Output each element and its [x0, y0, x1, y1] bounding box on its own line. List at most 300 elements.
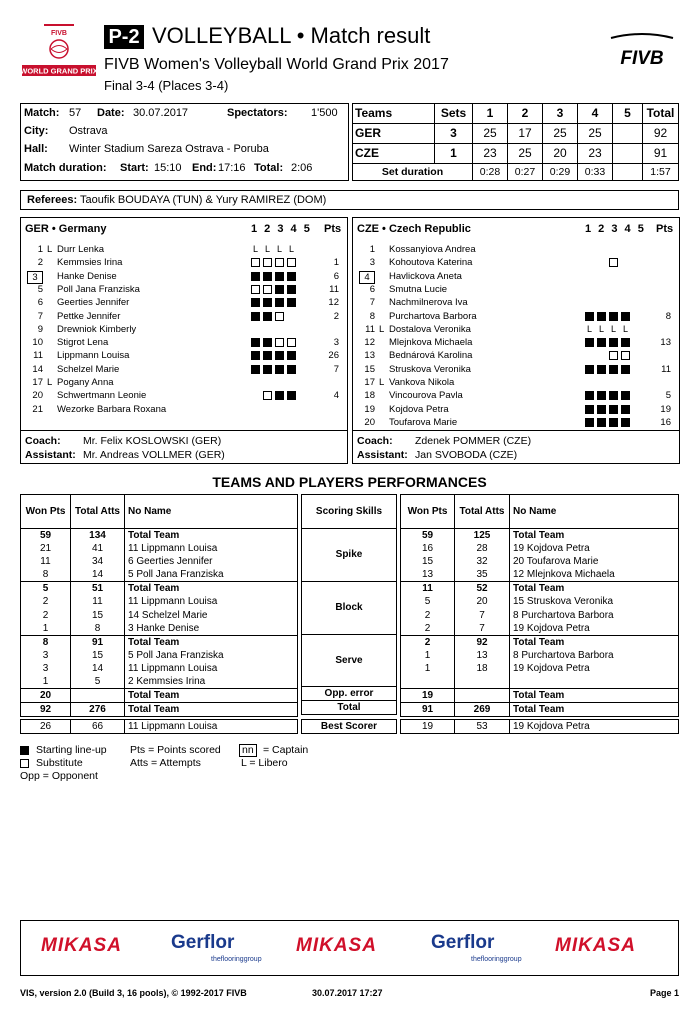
perf-row: [21, 622, 298, 636]
footer-page: Page 1: [649, 988, 679, 998]
city-label: City:: [24, 125, 49, 137]
substitute-square-icon: [287, 258, 296, 267]
best-atts: 53: [455, 720, 510, 734]
total-atts: 125: [455, 529, 510, 543]
player-row: [21, 256, 347, 269]
player-name: Poll Jana Franziska: [57, 283, 140, 295]
substitute-square-icon: [621, 351, 630, 360]
set-participation: [251, 298, 299, 307]
set-duration: [613, 163, 643, 180]
player-number: 11: [365, 323, 375, 335]
starting-square-icon: [621, 338, 630, 347]
best-won: 19: [421, 721, 434, 732]
starting-square-icon: [585, 391, 594, 400]
player-points: 7: [333, 363, 339, 375]
perf-row: [21, 595, 298, 608]
doc-code: P-2: [104, 25, 144, 49]
player-number: 20: [364, 416, 375, 428]
player-name: Wezorke Barbara Roxana: [57, 403, 167, 415]
set-score: 25: [578, 123, 613, 143]
starting-square-icon: [597, 418, 606, 427]
perf-row: [401, 529, 679, 543]
player-name: Total Team: [125, 529, 298, 543]
hdr-set5: 5: [613, 104, 643, 124]
hall-label: Hall:: [24, 143, 48, 155]
libero-mark: L: [264, 244, 270, 254]
substitute-square-icon: [609, 258, 618, 267]
substitute-square-icon: [263, 285, 272, 294]
player-name: Total Team: [510, 635, 679, 649]
won-pts: 11: [40, 556, 51, 568]
assistant-label: Assistant:: [25, 449, 76, 461]
best-won: 26: [39, 721, 52, 732]
perf-skills: [301, 494, 397, 715]
player-name: 5 Poll Jana Franziska: [125, 649, 298, 662]
won-pts: 2: [401, 635, 455, 649]
won-pts: 21: [39, 543, 52, 555]
set-score: 25: [543, 123, 578, 143]
won-pts: 59: [401, 529, 455, 543]
player-points: 6: [333, 270, 339, 282]
player-points: 11: [661, 363, 671, 375]
perf-row: [21, 675, 298, 689]
set-participation: [585, 405, 633, 414]
perf-row: [21, 555, 298, 568]
divider: [353, 430, 679, 431]
player-name: Total Team: [510, 529, 679, 543]
starting-square-icon: [585, 312, 594, 321]
player-name: Total Team: [125, 689, 298, 703]
player-number: 1: [37, 244, 43, 255]
skill-name: Spike: [302, 529, 397, 582]
perf-row: [401, 595, 679, 608]
set-duration: 0:27: [508, 163, 543, 180]
total-atts: [71, 689, 125, 703]
player-number: 7: [369, 297, 375, 309]
player-row: [353, 389, 679, 402]
player-name: Bednárová Karolina: [389, 350, 473, 362]
player-name: Drewniok Kimberly: [57, 323, 137, 335]
won-pts: 8: [42, 569, 49, 581]
perf-row: [401, 649, 679, 662]
gerflor-logo: Gerflor: [171, 932, 235, 953]
total-atts: 134: [71, 529, 125, 543]
hdr-set4: 4: [578, 104, 613, 124]
total-atts: [455, 688, 510, 702]
perf-row: [21, 689, 298, 703]
hdr-won-pts: Won Pts: [407, 505, 448, 517]
sets-won: 3: [435, 123, 473, 143]
perf-row: [21, 582, 298, 596]
legend-captain: = Captain: [263, 744, 309, 756]
substitute-square-icon: [275, 338, 284, 347]
total-atts: 35: [455, 568, 510, 582]
player-row: [21, 389, 347, 402]
player-number: 3: [369, 257, 375, 269]
hdr-won-pts: Won Pts: [25, 505, 66, 517]
player-name: 2 Kemmsies Irina: [125, 675, 298, 689]
libero-mark: L: [610, 323, 616, 334]
player-row: [21, 270, 347, 283]
player-name: Havlickova Aneta: [389, 270, 462, 282]
player-points: 8: [665, 310, 671, 322]
total-atts: 91: [71, 635, 125, 649]
sets-won: 1: [435, 143, 473, 163]
set-score: 25: [473, 123, 508, 143]
won-pts: 11: [401, 582, 455, 596]
hall-value: Winter Stadium Sareza Ostrava - Poruba: [69, 143, 269, 155]
player-name: 5 Poll Jana Franziska: [125, 568, 298, 582]
set-score: 20: [543, 143, 578, 163]
fivb-logo-text: FIVB: [620, 48, 664, 69]
spectators-value: 1'500: [311, 107, 338, 119]
date-label: Date:: [97, 107, 125, 119]
player-name: Total Team: [510, 688, 679, 702]
player-row: [21, 403, 347, 416]
page-title: VOLLEYBALL • Match result: [152, 23, 431, 48]
starting-square-icon: [287, 351, 296, 360]
player-number: 10: [32, 337, 43, 349]
legend-substitute: Substitute: [36, 757, 83, 769]
perf-row: [21, 568, 298, 582]
starting-square-icon: [263, 312, 272, 321]
starting-square-icon: [287, 298, 296, 307]
hdr-set2: 2: [508, 104, 543, 124]
total-atts: 5: [71, 675, 125, 689]
player-name: Hanke Denise: [57, 270, 117, 282]
perf-row: [21, 635, 298, 649]
perf-row: [401, 702, 679, 716]
won-pts: 19: [401, 688, 455, 702]
total-atts: 276: [71, 703, 125, 717]
total-atts: [455, 675, 510, 688]
libero-mark: L: [276, 244, 282, 254]
set-score: [613, 123, 643, 143]
starting-square-icon: [621, 391, 630, 400]
total-atts: 7: [455, 622, 510, 636]
perf-row: [401, 542, 679, 555]
player-name: Kossanyiova Andrea: [389, 244, 476, 255]
libero-mark: L: [47, 244, 53, 255]
player-number: 21: [32, 403, 43, 415]
won-pts: 1: [424, 649, 431, 661]
total-atts: 8: [71, 622, 125, 636]
libero-mark: L: [379, 323, 385, 335]
sets-row-cze: [353, 143, 679, 163]
substitute-square-icon: [609, 351, 618, 360]
set-cell: [585, 351, 594, 360]
player-name: Nachmilnerova Iva: [389, 297, 468, 309]
set-participation: [251, 365, 299, 374]
player-name: Pogany Anna: [57, 377, 114, 388]
player-name: Schelzel Marie: [57, 363, 120, 375]
player-name: Purchartova Barbora: [389, 310, 477, 322]
player-name: 3 Hanke Denise: [125, 622, 298, 636]
match-date: 30.07.2017: [133, 107, 189, 119]
coach-label: Coach:: [357, 435, 393, 447]
starting-square-icon: [597, 405, 606, 414]
hdr-sets: Sets: [435, 104, 473, 124]
sets-score-table: [352, 103, 679, 181]
match-label: Match:: [24, 107, 60, 119]
total-atts: 20: [455, 595, 510, 608]
starting-square-icon: [263, 338, 272, 347]
won-pts: 2: [42, 609, 49, 621]
set-score: [613, 143, 643, 163]
mikasa-logo: MIKASA: [41, 935, 122, 956]
starting-square-icon: [287, 391, 296, 400]
legend-atts: Atts = Attempts: [130, 757, 201, 769]
substitute-square-icon: [251, 285, 260, 294]
player-row: [21, 310, 347, 323]
perf-header-row: [401, 495, 679, 529]
player-name: 6 Geerties Jennifer: [125, 555, 298, 568]
player-row: [353, 310, 679, 323]
player-row: [21, 323, 347, 336]
roster-pts-header: Pts: [324, 223, 342, 235]
player-row: [21, 363, 347, 376]
won-pts: 1: [42, 622, 49, 634]
player-points: 4: [333, 390, 339, 402]
starting-square-icon: [585, 338, 594, 347]
starting-square-icon: [621, 418, 630, 427]
set-duration-label: Set duration: [353, 163, 473, 180]
hdr-set1: 1: [473, 104, 508, 124]
best-scorer-ger: [20, 719, 298, 734]
starting-square-icon: [609, 391, 618, 400]
starting-square-icon: [287, 365, 296, 374]
roster-sets-header: 1 2 3 4 5: [585, 223, 646, 235]
total-atts: 51: [71, 582, 125, 596]
perf-row: [21, 662, 298, 675]
player-number: 18: [364, 390, 375, 402]
set-score: 17: [508, 123, 543, 143]
set-participation: [251, 338, 299, 347]
hdr-total: Total: [643, 104, 679, 124]
total-atts: 15: [71, 649, 125, 662]
roster-pts-header: Pts: [656, 223, 674, 235]
player-name: Toufarova Marie: [389, 416, 458, 428]
player-row: [353, 336, 679, 349]
set-participation: [251, 391, 299, 400]
player-name: Durr Lenka: [57, 244, 104, 255]
won-pts: 3: [42, 649, 49, 661]
best-scorer-cze: [400, 719, 679, 734]
player-row: [353, 323, 679, 336]
player-name: Stigrot Lena: [57, 337, 109, 349]
starting-square-icon: [287, 285, 296, 294]
best-scorer-label-box: [301, 719, 397, 734]
starting-square-icon: [621, 365, 630, 374]
player-name: 11 Lippmann Louisa: [125, 595, 298, 608]
perf-row: [401, 662, 679, 675]
player-name: 11 Lippmann Louisa: [125, 542, 298, 555]
won-pts: 1: [424, 663, 431, 675]
player-row: [353, 283, 679, 296]
best-scorer-label: Best Scorer: [320, 721, 378, 732]
duration-label: Match duration:: [24, 162, 107, 174]
match-phase: Final 3-4 (Places 3-4): [104, 78, 229, 93]
player-name: Struskova Veronika: [389, 363, 471, 375]
total-atts: 52: [455, 582, 510, 596]
player-row: [353, 296, 679, 309]
player-number: 17: [364, 377, 375, 388]
legend-pts: Pts = Points scored: [130, 744, 221, 756]
won-pts: 13: [421, 569, 434, 581]
starting-square-icon: [251, 365, 260, 374]
total-atts: 41: [71, 542, 125, 555]
skill-name: Opp. error: [302, 687, 397, 701]
set-score: 23: [473, 143, 508, 163]
best-name: 11 Lippmann Louisa: [125, 720, 298, 734]
fivb-logo: [603, 22, 681, 84]
assistant-label: Assistant:: [357, 449, 408, 461]
player-number: 7: [37, 310, 43, 322]
set-duration: 0:33: [578, 163, 613, 180]
team-code: CZE: [353, 143, 435, 163]
player-name: Kemmsies Irina: [57, 257, 123, 269]
mikasa-logo: MIKASA: [555, 935, 636, 956]
player-row: [21, 376, 347, 389]
roster-team-name: CZE • Czech Republic: [357, 223, 471, 235]
starting-square-icon: [20, 746, 29, 755]
won-pts: 2: [424, 609, 431, 621]
referees-value: Taoufik BOUDAYA (TUN) & Yury RAMIREZ (DOM): [80, 194, 327, 206]
best-name: 19 Kojdova Petra: [510, 720, 679, 734]
libero-mark: L: [622, 323, 628, 334]
performance-title: TEAMS AND PLAYERS PERFORMANCES: [212, 474, 487, 490]
player-name: Pettke Jennifer: [57, 310, 121, 322]
competition-name: FIVB Women's Volleyball World Grand Prix 2017: [104, 56, 449, 73]
substitute-square-icon: [20, 759, 29, 768]
legend-opp: Opp = Opponent: [20, 770, 98, 782]
won-pts: 59: [21, 529, 71, 543]
perf-row: [401, 635, 679, 649]
end-label: End:: [192, 162, 217, 174]
total-points: 91: [643, 143, 679, 163]
sets-header-row: [353, 104, 679, 124]
substitute-square-icon: [263, 258, 272, 267]
total-atts: 13: [455, 649, 510, 662]
set-participation: [251, 258, 299, 267]
total-atts: 7: [455, 609, 510, 622]
roster-sets-header: 1 2 3 4 5: [251, 223, 312, 235]
player-points: 1: [333, 257, 339, 269]
starting-square-icon: [275, 298, 284, 307]
perf-row: [401, 609, 679, 622]
starting-square-icon: [609, 338, 618, 347]
starting-square-icon: [251, 351, 260, 360]
hdr-scoring-skills: Scoring Skills: [315, 505, 383, 517]
starting-square-icon: [585, 418, 594, 427]
starting-square-icon: [275, 272, 284, 281]
player-name: 15 Struskova Veronika: [510, 595, 679, 608]
total-atts: 18: [455, 662, 510, 675]
assistant-name: Jan SVOBODA (CZE): [415, 449, 518, 461]
player-name: 19 Kojdova Petra: [510, 662, 679, 675]
player-points: 5: [665, 390, 671, 402]
player-number: 12: [364, 337, 375, 349]
won-pts: 1: [42, 676, 49, 688]
legend: [20, 744, 420, 784]
start-label: Start:: [120, 162, 149, 174]
starting-square-icon: [275, 365, 284, 374]
hdr-total-atts: Total Atts: [455, 495, 510, 529]
city-value: Ostrava: [69, 125, 108, 137]
starting-square-icon: [287, 272, 296, 281]
set-participation: [585, 391, 633, 400]
player-name: 20 Toufarova Marie: [510, 555, 679, 568]
starting-square-icon: [263, 351, 272, 360]
player-row: [21, 296, 347, 309]
match-info: [20, 103, 349, 181]
starting-square-icon: [275, 285, 284, 294]
perf-row: [21, 529, 298, 543]
best-atts: 66: [71, 720, 125, 734]
starting-square-icon: [597, 391, 606, 400]
won-pts: 91: [401, 702, 455, 716]
player-name: Schwertmann Leonie: [57, 390, 147, 402]
referees: [20, 190, 679, 210]
starting-square-icon: [251, 272, 260, 281]
referees-label: Referees:: [27, 194, 78, 206]
perf-header-row: [302, 495, 397, 529]
perf-table-cze: [400, 494, 679, 717]
substitute-square-icon: [275, 258, 284, 267]
roster-cze: [352, 217, 680, 464]
legend-starting: Starting line-up: [36, 744, 107, 756]
player-row: [353, 270, 679, 283]
player-row: [21, 349, 347, 362]
starting-square-icon: [263, 272, 272, 281]
roster-ger: [20, 217, 348, 464]
starting-square-icon: [251, 338, 260, 347]
total-atts: 269: [455, 702, 510, 716]
starting-square-icon: [275, 391, 284, 400]
player-number: 13: [364, 350, 375, 362]
won-pts: 16: [421, 543, 434, 555]
player-name: 14 Schelzel Marie: [125, 609, 298, 622]
won-pts: 3: [42, 663, 49, 675]
player-row: [353, 256, 679, 269]
perf-row: [21, 609, 298, 622]
set-participation: [251, 245, 299, 254]
set-participation: [251, 312, 287, 321]
divider: [21, 430, 347, 431]
player-name: Geerties Jennifer: [57, 297, 130, 309]
player-name: Mlejnkova Michaela: [389, 337, 473, 349]
player-number: 6: [369, 283, 375, 295]
logo-wgp-text: WORLD GRAND PRIX: [20, 66, 98, 76]
player-number: 17: [32, 377, 43, 388]
player-name: Kojdova Petra: [389, 403, 449, 415]
set-duration-total: 1:57: [643, 163, 679, 180]
set-participation: [585, 418, 633, 427]
gerflor-tagline: theflooringgroup: [211, 956, 262, 963]
player-name: Vankova Nikola: [389, 377, 455, 388]
player-number: 9: [37, 323, 43, 335]
player-number: 4: [359, 271, 375, 284]
substitute-square-icon: [251, 258, 260, 267]
won-pts: [401, 675, 455, 688]
roster-team-name: GER • Germany: [25, 223, 107, 235]
substitute-square-icon: [275, 312, 284, 321]
player-name: [510, 675, 679, 688]
starting-square-icon: [609, 365, 618, 374]
set-score: 25: [508, 143, 543, 163]
perf-row: [21, 703, 298, 717]
player-name: Total Team: [510, 582, 679, 596]
